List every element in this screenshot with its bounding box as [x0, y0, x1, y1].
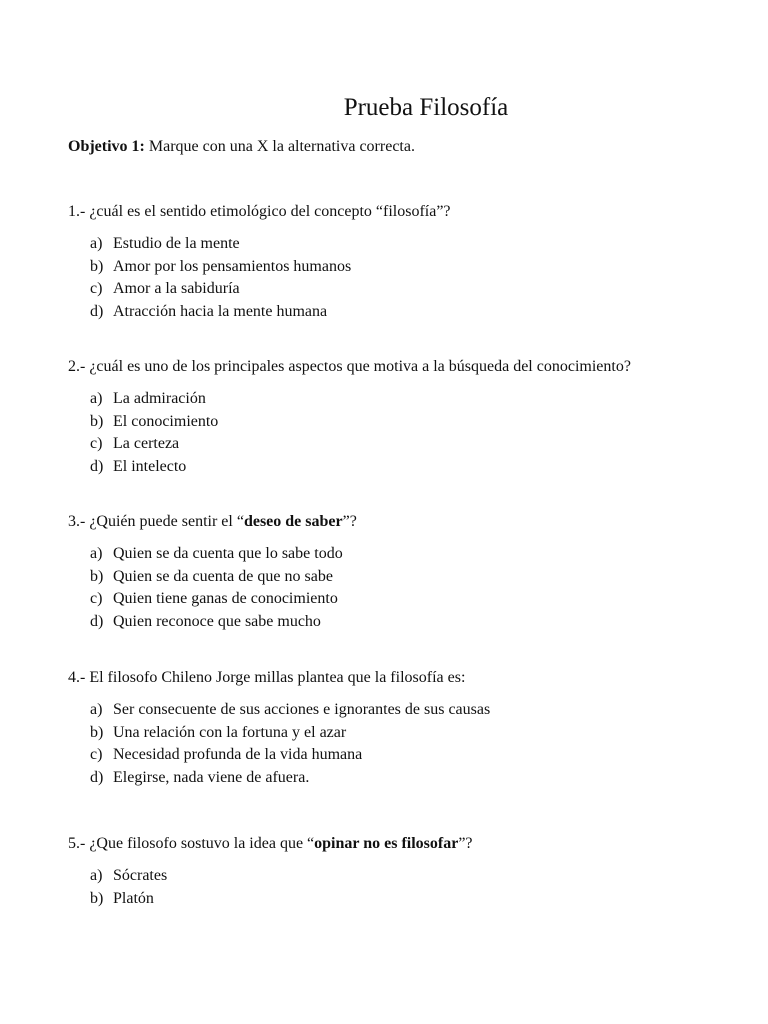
option-text: Una relación con la fortuna y el azar: [113, 723, 347, 741]
option-letter: a): [90, 235, 103, 252]
option-3d: [90, 611, 343, 634]
question-2-options: [90, 388, 218, 478]
option-text: Amor a la sabiduría: [113, 280, 240, 297]
option-5a: [90, 865, 167, 888]
option-text: Platón: [113, 889, 154, 907]
option-letter: a): [90, 390, 103, 407]
page-title: Prueba Filosofía: [343, 94, 509, 121]
question-4: [68, 668, 465, 688]
option-letter: b): [90, 567, 104, 585]
option-text: Estudio de la mente: [113, 235, 240, 252]
option-text: El intelecto: [113, 457, 187, 475]
option-text: Atracción hacia la mente humana: [113, 302, 328, 320]
option-letter: a): [90, 867, 103, 884]
question-3-options: [90, 543, 343, 633]
option-3a: [90, 543, 343, 566]
question-1: [68, 202, 451, 222]
option-2c: [90, 433, 218, 456]
option-text: La certeza: [113, 435, 180, 452]
option-text: Quien tiene ganas de conocimiento: [113, 590, 338, 607]
option-letter: b): [90, 889, 104, 907]
option-text: Necesidad profunda de la vida humana: [113, 746, 363, 763]
option-text: Elegirse, nada viene de afuera.: [113, 768, 310, 786]
option-letter: c): [90, 435, 103, 452]
question-1-prefix: 1.- ¿cuál es el sentido etimológico del concepto “filosofía”?: [68, 203, 451, 220]
option-text: Sócrates: [113, 867, 168, 884]
question-2: [68, 357, 631, 377]
option-letter: c): [90, 280, 103, 297]
option-2a: [90, 388, 218, 411]
option-letter: a): [90, 701, 103, 718]
question-5-prefix: 5.- ¿Que filosofo sostuvo la idea que “: [68, 835, 315, 852]
option-3b: [90, 566, 343, 589]
option-text: Quien se da cuenta que lo sabe todo: [113, 545, 343, 562]
option-4a: [90, 699, 490, 722]
option-4b: [90, 722, 490, 745]
question-5: [68, 834, 473, 854]
question-2-prefix: 2.- ¿cuál es uno de los principales aspectos que motiva a la búsqueda del conocimiento?: [68, 358, 631, 375]
question-5-options: [90, 865, 167, 910]
question-1-options: [90, 233, 351, 323]
option-text: Amor por los pensamientos humanos: [113, 257, 352, 275]
objective-line: [68, 137, 415, 157]
option-letter: d): [90, 612, 104, 630]
objective-text: Marque con una X la alternativa correcta.: [144, 138, 415, 155]
option-5b: [90, 888, 167, 911]
option-text: Quien reconoce que sabe mucho: [113, 612, 321, 630]
question-5-suffix: ”?: [458, 835, 473, 852]
option-3c: [90, 588, 343, 611]
option-text: La admiración: [113, 390, 206, 407]
question-3-prefix: 3.- ¿Quién puede sentir el “: [68, 513, 244, 530]
objective-label: Objetivo 1:: [68, 138, 145, 155]
question-4-options: [90, 699, 490, 789]
option-letter: c): [90, 746, 103, 763]
option-1d: [90, 301, 351, 324]
question-5-bold: opinar no es filosofar: [314, 835, 459, 852]
option-4d: [90, 767, 490, 790]
option-letter: b): [90, 723, 104, 741]
option-text: El conocimiento: [113, 412, 219, 430]
option-2d: [90, 456, 218, 479]
option-letter: d): [90, 768, 104, 786]
question-4-prefix: 4.- El filosofo Chileno Jorge millas plantea que la filosofía es:: [68, 669, 466, 686]
option-letter: d): [90, 302, 104, 320]
option-letter: d): [90, 457, 104, 475]
option-text: Quien se da cuenta de que no sabe: [113, 567, 333, 585]
option-letter: b): [90, 257, 104, 275]
option-1a: [90, 233, 351, 256]
option-4c: [90, 744, 490, 767]
question-3-suffix: ”?: [342, 513, 357, 530]
option-2b: [90, 411, 218, 434]
option-1c: [90, 278, 351, 301]
question-3: [68, 512, 357, 532]
option-1b: [90, 256, 351, 279]
option-letter: a): [90, 545, 103, 562]
option-letter: b): [90, 412, 104, 430]
option-letter: c): [90, 590, 103, 607]
option-text: Ser consecuente de sus acciones e ignorantes de sus causas: [113, 701, 491, 718]
question-3-bold: deseo de saber: [243, 513, 343, 530]
